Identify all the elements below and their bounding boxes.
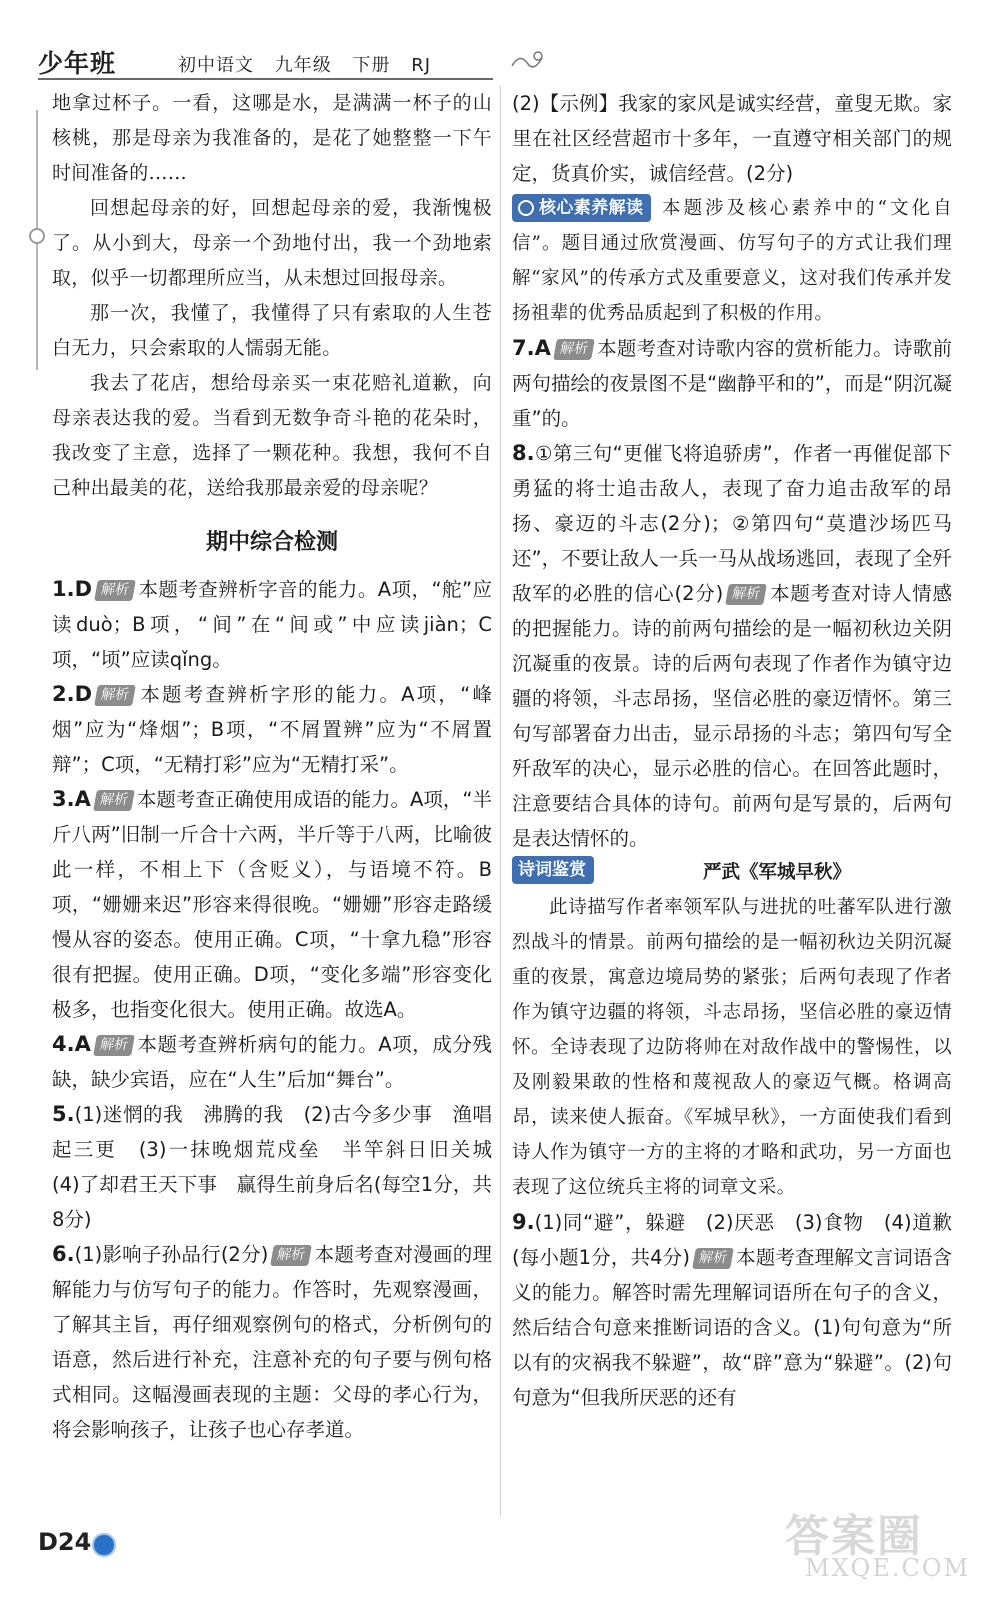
left-column xyxy=(52,86,512,1447)
item-score: (2分) xyxy=(220,1243,269,1266)
volume: 下册 xyxy=(352,55,391,76)
item-number: 2. xyxy=(52,682,75,706)
story-paragraph: 地拿过杯子。一看，这哪是水，是满满一杯子的山核桃，那是母亲为我准备的，是花了她整整一下午时间准备的…… xyxy=(52,92,492,184)
literacy-icon xyxy=(518,200,534,216)
analysis-tag: 解析 xyxy=(94,685,136,706)
answer-item-7 xyxy=(512,331,952,436)
analysis-tag: 解析 xyxy=(692,1248,734,1269)
subject: 初中语文 xyxy=(178,55,254,76)
item-text: 本题考查辨析字形的能力。A项，“峰烟”应为“烽烟”；B项，“不屑置辨”应为“不屑置辩”；C项，“无精打彩”应为“无精打采”。 xyxy=(52,683,492,776)
item-score: (每空1分，共8分) xyxy=(52,1173,493,1231)
page-header xyxy=(38,44,538,80)
item-text: ；②第四句“莫遣沙场匹马还”，不要让敌人一兵一马从战场逃回，表现了全歼敌军的必胜的信心 xyxy=(512,512,952,605)
item-number: 8. xyxy=(512,441,535,465)
item-text: 本题考查辨析字音的能力。A项，“舵”应读duò；B项，“间”在“间或”中应读jiàn；C项，“顷”应读qǐng。 xyxy=(52,578,492,671)
poem-label: 诗词鉴赏 xyxy=(512,856,594,884)
item-text: 本题考查辨析病句的能力。A项，成分残缺，缺少宾语，应在“人生”后加“舞台”。 xyxy=(52,1033,492,1091)
answer-item-4 xyxy=(52,1027,492,1097)
item-text: (2)【示例】我家的家风是诚实经营，童叟无欺。家里在社区经营超市十多年，一直遵守相关部门的规定，货真价实，诚信经营。 xyxy=(512,92,952,185)
binder-ring-icon xyxy=(29,228,45,244)
item-text: 本题考查理解文言词语含义的能力。解答时需先理解词语所在句子的含义，然后结合句意来推断词语的含义。(1)句句意为“所以有的灾祸我不躲避”，故“辟”意为“躲避”。(2)句句意为“但我所厌恶的还有 xyxy=(512,1246,952,1409)
item-number: 3. xyxy=(52,787,75,811)
analysis-tag: 解析 xyxy=(271,1245,313,1266)
edition: RJ xyxy=(411,55,432,76)
analysis-tag: 解析 xyxy=(94,580,136,601)
item-answer: A xyxy=(534,336,551,360)
answer-item-2 xyxy=(52,677,492,782)
item-text: ①第三句“更催飞将追骄虏”，作者一再催促部下勇猛的将士追击敌人，表现了奋力追击敌军的昂扬、豪迈的斗志 xyxy=(512,442,952,535)
watermark-url: MXQE.COM xyxy=(805,1554,971,1582)
item-score: (2分) xyxy=(660,512,711,535)
story-paragraph: 那一次，我懂了，我懂得了只有索取的人生苍白无力，只会索取的人懦弱无能。 xyxy=(52,302,492,359)
answer-item-6 xyxy=(52,1237,492,1447)
poem-note: 此诗描写作者率领军队与进扰的吐蕃军队进行激烈战斗的情景。前两句描绘的是一幅初秋边关阴沉凝重的夜景，寓意边境局势的紧张；后两句表现了作者作为镇守边疆的将领，斗志昂扬，坚信必胜的豪迈情怀。全诗表现了边防将帅在对敌作战中的警惕性，以及刚毅果敢的性格和蔑视敌人的豪迈气概。格调高昂，读来使人振奋。《军城早秋》，一方面使我们看到诗人作为镇守一方的主将的才略和武功，另一方面也表现了这位统兵主将的词章文采。 xyxy=(512,897,952,1198)
watermark xyxy=(785,1500,985,1590)
item-answer: A xyxy=(74,1032,91,1056)
item-score: (每小题1分，共4分) xyxy=(512,1246,690,1269)
item-number: 9. xyxy=(512,1210,535,1234)
poem-heading xyxy=(512,856,952,890)
item-text: 本题考查对漫画的理解能力与仿写句子的能力。作答时，先观察漫画，了解其主旨，再仔细观察例句的格式，分析例句的语意，然后进行补充，注意补充的句子要与例句格式相同。这幅漫画表现的主题：父母的孝心行为，将会影响孩子，让孩子也心存孝道。 xyxy=(52,1243,492,1441)
grade: 九年级 xyxy=(274,55,332,76)
poem-title: 严武《军城早秋》 xyxy=(702,862,851,883)
column-divider xyxy=(500,86,501,1516)
item-answer: D xyxy=(74,577,93,601)
doodle-icon xyxy=(508,46,548,76)
analysis-tag: 解析 xyxy=(93,790,135,811)
item-number: 7. xyxy=(512,336,535,360)
core-literacy-note xyxy=(512,191,952,331)
item-text: (1)迷惘的我 沸腾的我 (2)古今多少事 渔唱起三更 (3)一抹晚烟荒戍垒 半竿斜日旧关城 (4)了却君王天下事 赢得生前身后名 xyxy=(52,1103,512,1196)
item-answer: A xyxy=(74,787,91,811)
right-column xyxy=(512,86,952,1415)
header-rule xyxy=(38,78,493,80)
page-marker-icon xyxy=(92,1533,116,1557)
answer-item-8 xyxy=(512,436,952,856)
book-meta xyxy=(178,51,431,77)
analysis-tag: 解析 xyxy=(93,1035,135,1056)
answer-item-3 xyxy=(52,782,492,1027)
brand-logo: 少年班 xyxy=(38,49,117,78)
core-literacy-label-text: 核心素养解读 xyxy=(539,198,644,218)
answer-item-5 xyxy=(52,1097,512,1237)
answer-item-6b xyxy=(512,86,952,191)
item-score: (2分) xyxy=(746,162,794,185)
item-text: (1)影响子孙品行 xyxy=(74,1243,221,1266)
analysis-tag: 解析 xyxy=(725,584,767,605)
answer-item-1 xyxy=(52,572,492,677)
poem-appreciation xyxy=(512,856,952,1205)
core-literacy-label xyxy=(512,194,651,222)
item-number: 1. xyxy=(52,577,75,601)
watermark-logo: 答案圈 xyxy=(785,1511,923,1562)
item-answer: D xyxy=(74,682,93,706)
story-paragraph: 我去了花店，想给母亲买一束花赔礼道歉，向母亲表达我的爱。当看到无数争奇斗艳的花朵时，我改变了主意，选择了一颗花种。我想，我何不自己种出最美的花，送给我那最亲爱的母亲呢？ xyxy=(52,372,492,499)
item-score: (2分) xyxy=(674,582,724,605)
item-text: 本题考查对诗人情感的把握能力。诗的前两句描绘的是一幅初秋边关阴沉凝重的夜景。诗的后两句表现了作者作为镇守边疆的将领，斗志昂扬，坚信必胜的豪迈情怀。第三句写部署奋力出击，显示昂扬的斗志；第四句写全歼敌军的决心，显示必胜的信心。在回答此题时，注意要结合具体的诗句。前两句是写景的，后两句是表达情怀的。 xyxy=(512,582,952,850)
answer-item-9 xyxy=(512,1205,952,1415)
story-paragraph: 回想起母亲的好，回想起母亲的爱，我渐愧极了。从小到大，母亲一个劲地付出，我一个劲地索取，似乎一切都理所应当，从未想过回报母亲。 xyxy=(52,197,492,289)
section-title: 期中综合检测 xyxy=(205,530,338,555)
item-text: 本题考查正确使用成语的能力。A项，“半斤八两”旧制一斤合十六两，半斤等于八两，比喻彼此一样，不相上下（含贬义），与语境不符。B项，“姗姗来迟”形容来得很晚。“姗姗”形容走路缓慢从容的姿态。使用正确。C项，“十拿九稳”形容很有把握。使用正确。D项，“变化多端”形容变化极多，也指变化很大。使用正确。故选A。 xyxy=(52,788,492,1021)
item-text: 本题考查对诗歌内容的赏析能力。诗歌前两句描绘的夜景图不是“幽静平和的”，而是“阴沉凝重”的。 xyxy=(512,337,952,430)
analysis-tag: 解析 xyxy=(553,339,595,360)
item-number: 4. xyxy=(52,1032,75,1056)
item-number: 6. xyxy=(52,1242,75,1266)
page-number: D24 xyxy=(38,1528,92,1556)
item-number: 5. xyxy=(52,1102,75,1126)
note-text: 本题涉及核心素养中的“文化自信”。题目通过欣赏漫画、仿写句子的方式让我们理解“家风”的传承方式及重要意义，这对我们传承并发扬祖辈的优秀品质起到了积极的作用。 xyxy=(512,198,952,324)
item-text: (1)同“避”，躲避 (2)厌恶 (3)食物 (4)道歉 xyxy=(534,1211,952,1234)
